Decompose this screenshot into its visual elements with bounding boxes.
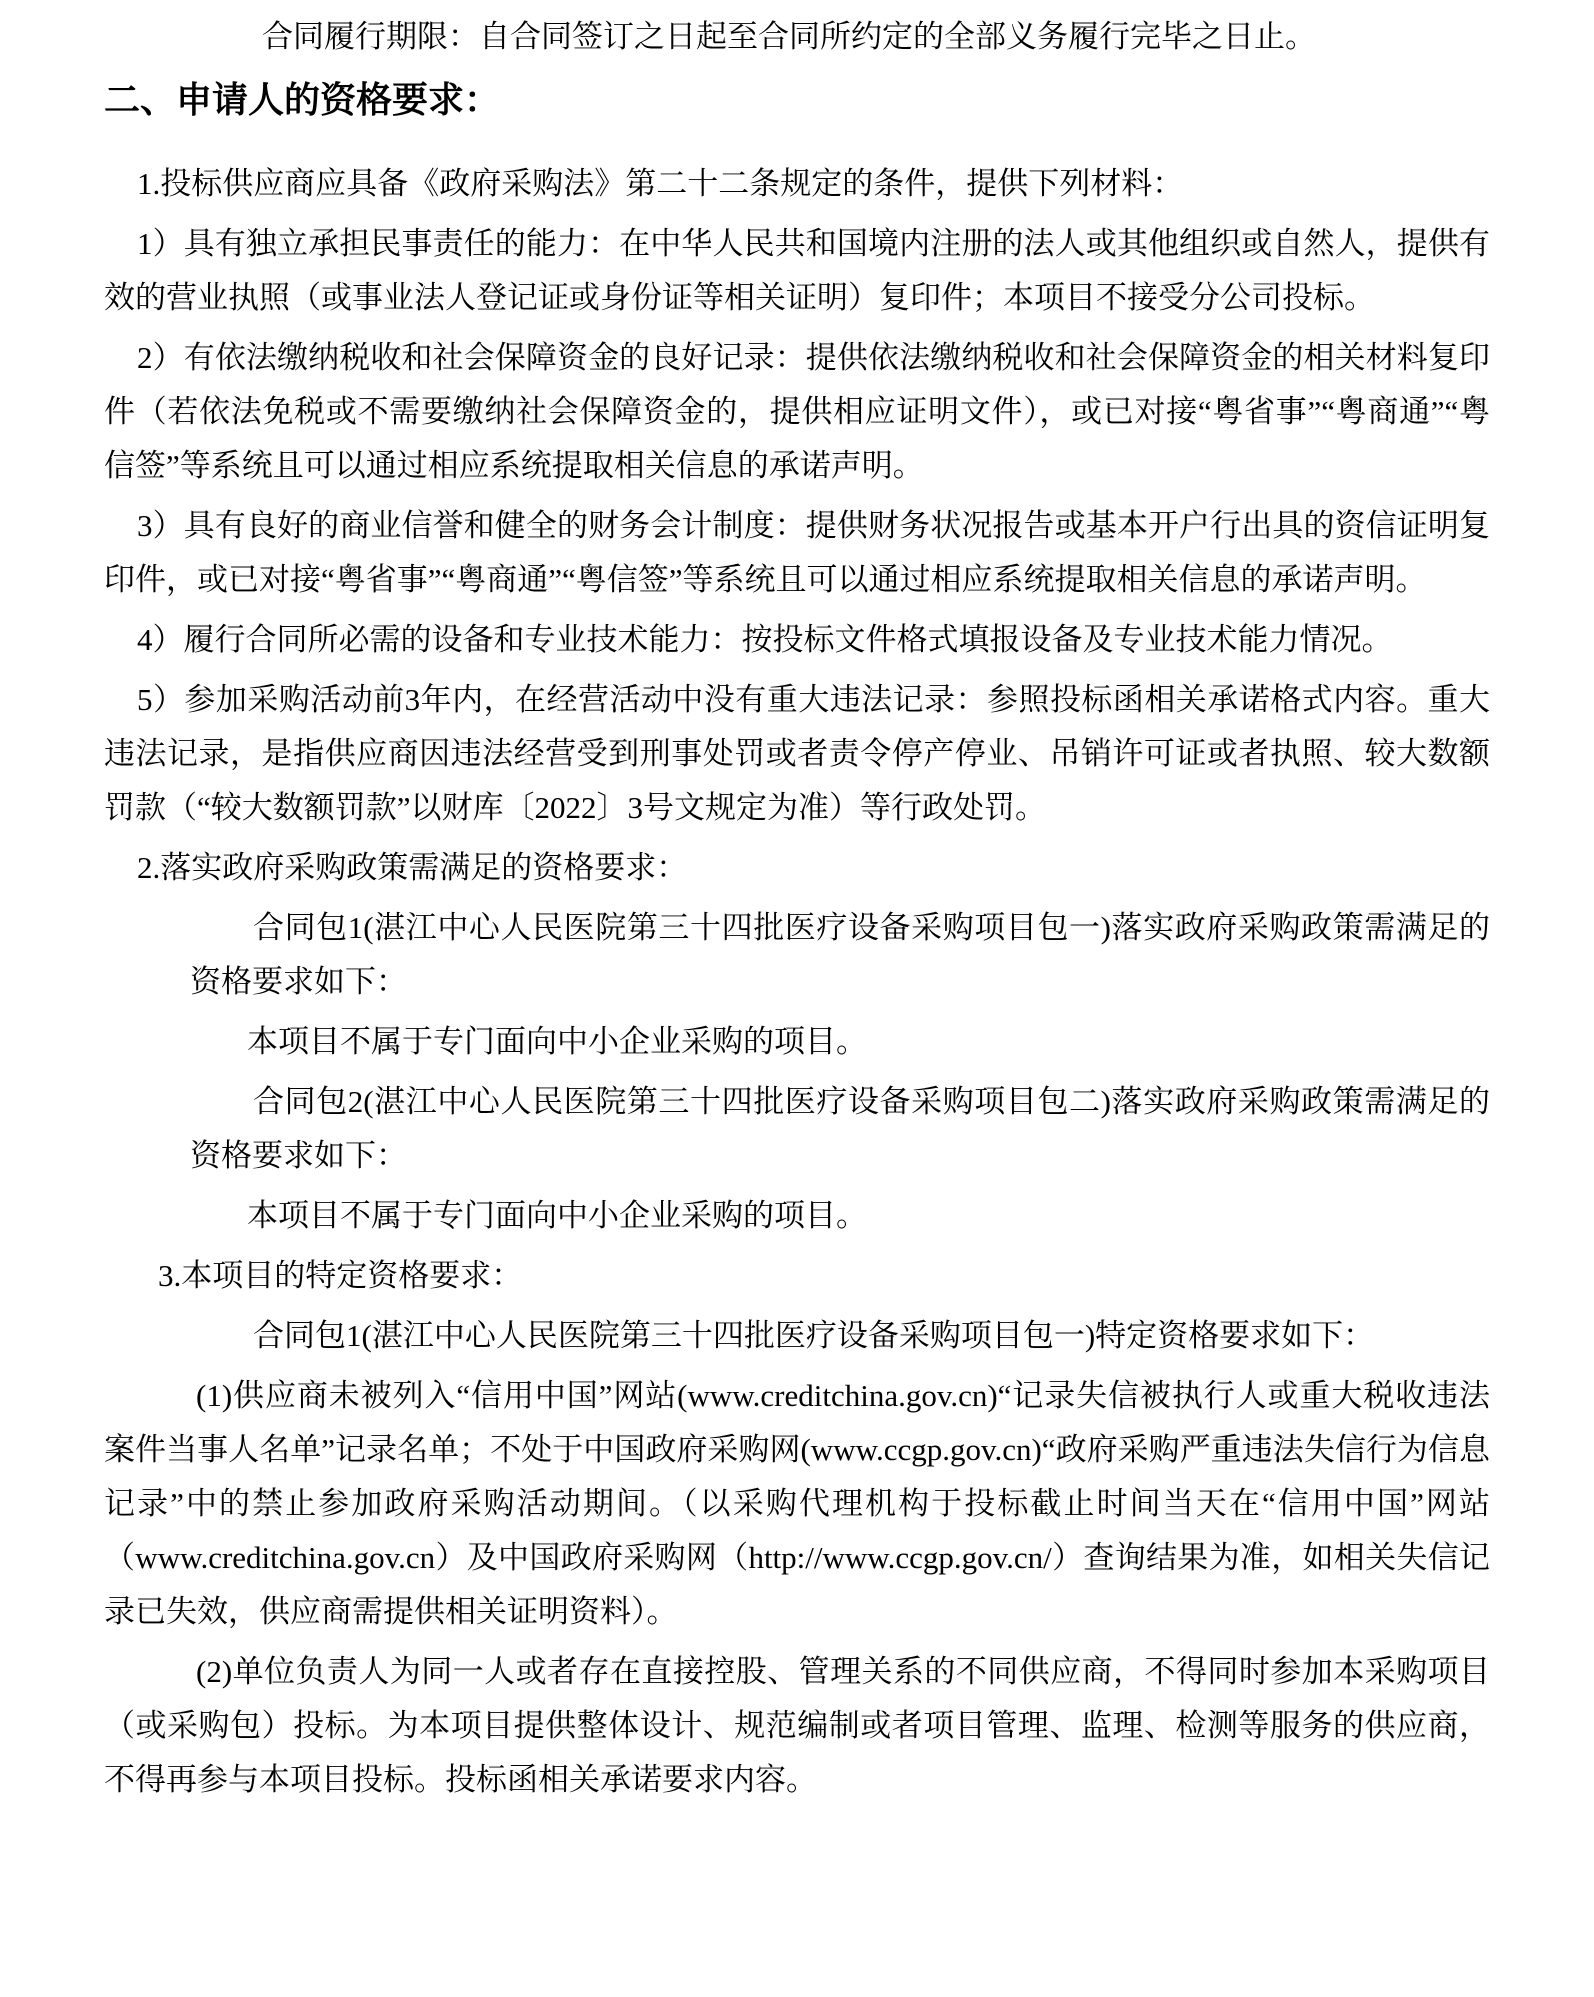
- paragraph: 3.本项目的特定资格要求：: [158, 1258, 523, 1293]
- paragraph: 3）具有良好的商业信誉和健全的财务会计制度：提供财务状况报告或基本开户行出具的资信证明复印件，或已对接“粤省事”“粤商通”“粤信签”等系统且可以通过相应系统提取相关信息的承诺声明。: [104, 508, 1490, 597]
- document-body: [104, 157, 1490, 1807]
- paragraph: 1.投标供应商应具备《政府采购法》第二十二条规定的条件，提供下列材料：: [137, 166, 1184, 201]
- paragraph: 2）有依法缴纳税收和社会保障资金的良好记录：提供依法缴纳税收和社会保障资金的相关材料复印件（若依法免税或不需要缴纳社会保障资金的，提供相应证明文件），或已对接“粤省事”“粤商通”“粤信签”等系统且可以通过相应系统提取相关信息的承诺声明。: [104, 340, 1490, 483]
- paragraph: 4）履行合同所必需的设备和专业技术能力：按投标文件格式填报设备及专业技术能力情况。: [137, 622, 1393, 657]
- paragraph: 2.落实政府采购政策需满足的资格要求：: [137, 850, 688, 885]
- lead-paragraph: 合同履行期限：自合同签订之日起至合同所约定的全部义务履行完毕之日止。: [262, 19, 1316, 54]
- section-heading: 二、申请人的资格要求：: [104, 80, 501, 120]
- paragraph: 合同包1(湛江中心人民医院第三十四批医疗设备采购项目包一)落实政府采购政策需满足的资格要求如下：: [190, 910, 1490, 999]
- paragraph: 1）具有独立承担民事责任的能力：在中华人民共和国境内注册的法人或其他组织或自然人，提供有效的营业执照（或事业法人登记证或身份证等相关证明）复印件；本项目不接受分公司投标。: [104, 226, 1490, 315]
- paragraph: 5）参加采购活动前3年内，在经营活动中没有重大违法记录：参照投标函相关承诺格式内容。重大违法记录，是指供应商因违法经营受到刑事处罚或者责令停产停业、吊销许可证或者执照、较大数额罚款（“较大数额罚款”以财库〔2022〕3号文规定为准）等行政处罚。: [104, 682, 1490, 825]
- paragraph: 合同包1(湛江中心人民医院第三十四批医疗设备采购项目包一)特定资格要求如下：: [253, 1318, 1375, 1353]
- paragraph: (1)供应商未被列入“信用中国”网站(www.creditchina.gov.cn)“记录失信被执行人或重大税收违法案件当事人名单”记录名单；不处于中国政府采购网(www.ccgp.gov.cn)“政府采购严重违法失信行为信息记录”中的禁止参加政府采购活动期间。（以采购代理机构于投标截止时间当天在“信用中国”网站（www.creditchina.gov.cn）及中国政府采购网（http://www.ccgp.gov.cn/）查询结果为准，如相关失信记录已失效，供应商需提供相关证明资料）。: [104, 1378, 1490, 1629]
- paragraph: 本项目不属于专门面向中小企业采购的项目。: [247, 1198, 867, 1233]
- paragraph: 本项目不属于专门面向中小企业采购的项目。: [247, 1024, 867, 1059]
- paragraph: 合同包2(湛江中心人民医院第三十四批医疗设备采购项目包二)落实政府采购政策需满足的资格要求如下：: [190, 1084, 1490, 1173]
- paragraph: (2)单位负责人为同一人或者存在直接控股、管理关系的不同供应商，不得同时参加本采购项目（或采购包）投标。为本项目提供整体设计、规范编制或者项目管理、监理、检测等服务的供应商，不得再参与本项目投标。投标函相关承诺要求内容。: [104, 1654, 1490, 1797]
